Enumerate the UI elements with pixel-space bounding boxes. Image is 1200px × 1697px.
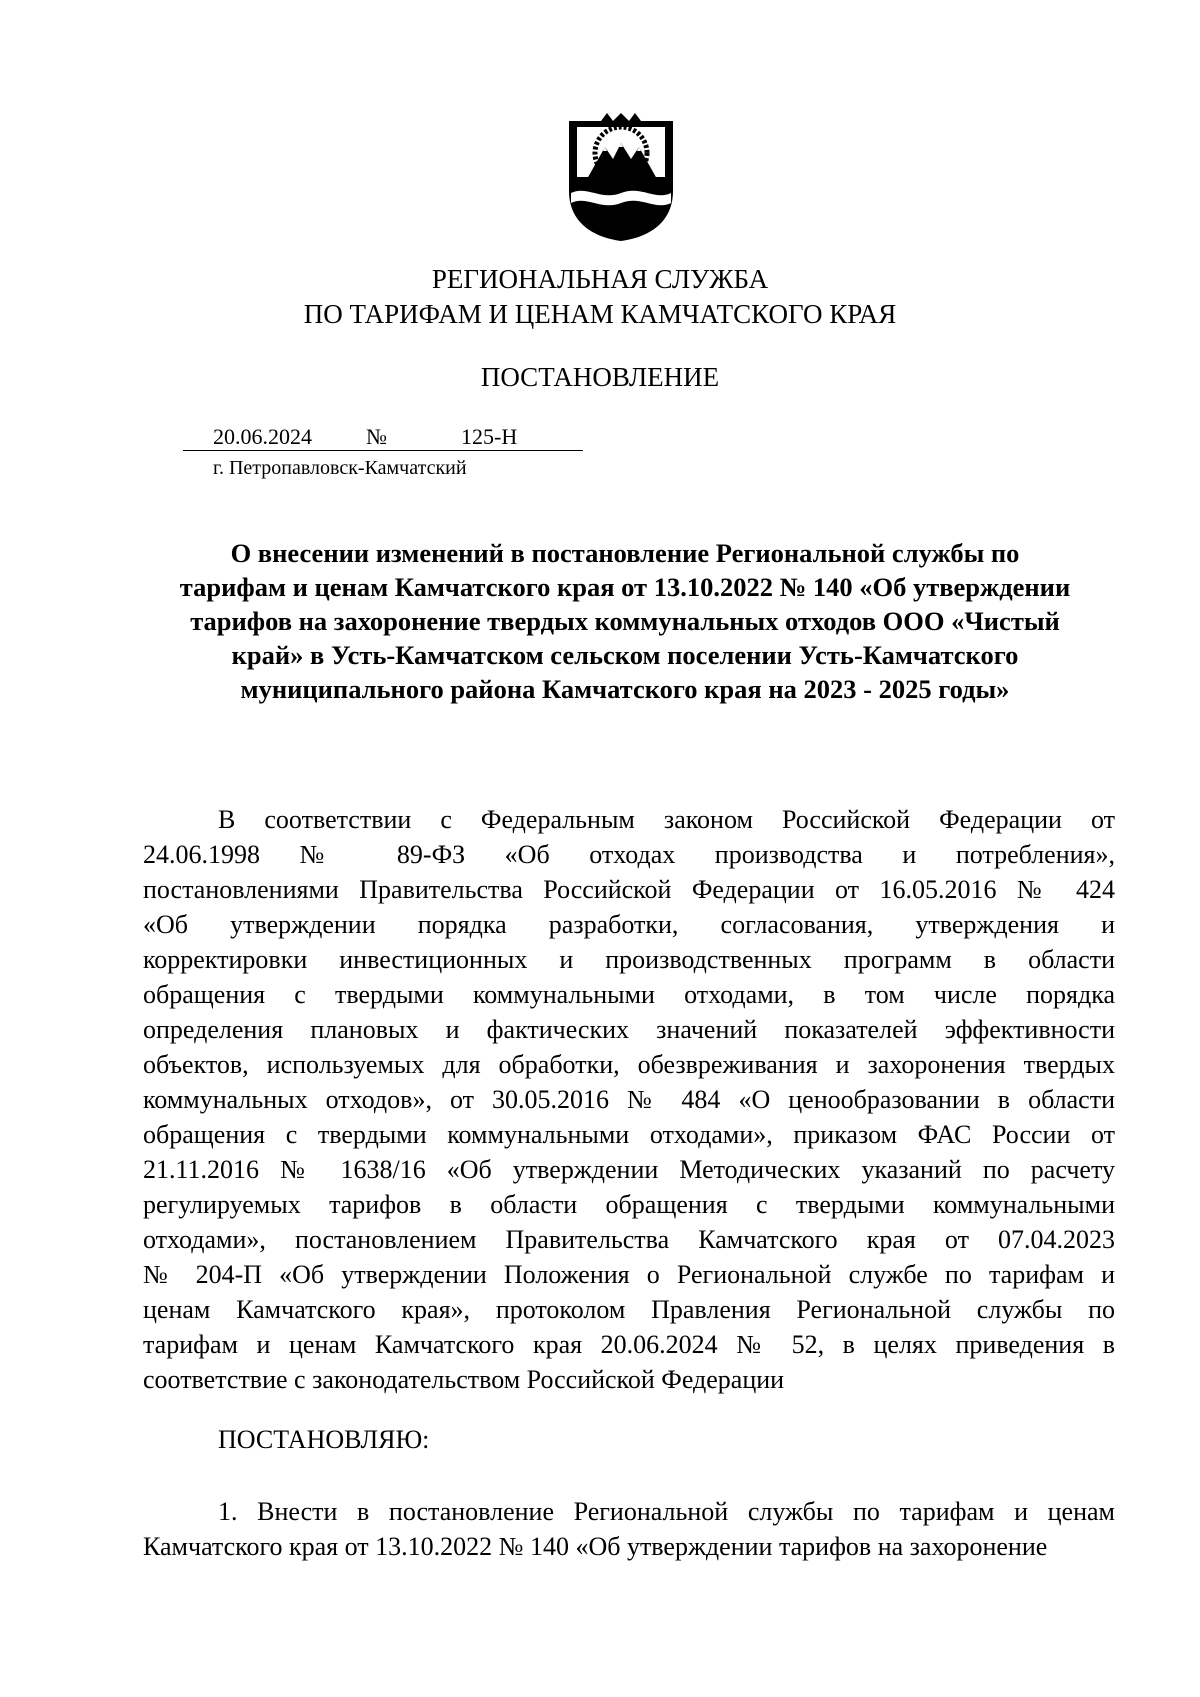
paragraph-line: коммунальных отходов», от 30.05.2016 № 484 «О ценообразовании в области: [143, 1085, 1115, 1114]
paragraph-line: соответствие с законодательством Российской Федерации: [143, 1365, 785, 1394]
paragraph-line: регулируемых тарифов в области обращения с твердыми коммунальными: [143, 1190, 1115, 1219]
agency-name-line-2: ПО ТАРИФАМ И ЦЕНАМ КАМЧАТСКОГО КРАЯ: [303, 299, 897, 329]
document-date: 20.06.2024: [213, 424, 312, 449]
meta-underline: [183, 450, 583, 451]
document-number: 125-Н: [461, 424, 518, 449]
title-line: О внесении изменений в постановление Региональной службы по: [230, 538, 1020, 568]
paragraph-line: объектов, используемых для обработки, обезвреживания и захоронения твердых: [143, 1050, 1115, 1079]
coat-of-arms-icon: [567, 113, 675, 241]
preamble-paragraph: [143, 802, 1115, 1397]
paragraph-line: тарифам и ценам Камчатского края 20.06.2024 № 52, в целях приведения в: [143, 1330, 1115, 1359]
document-type: ПОСТАНОВЛЕНИЕ: [480, 362, 720, 392]
number-sign: №: [366, 424, 387, 449]
paragraph-line: № 204-П «Об утверждении Положения о Региональной службе по тарифам и: [143, 1260, 1115, 1289]
decree-heading: ПОСТАНОВЛЯЮ:: [218, 1425, 430, 1454]
document-city: г. Петропавловск-Камчатский: [213, 457, 467, 479]
paragraph-line: отходами», постановлением Правительства Камчатского края от 07.04.2023: [143, 1225, 1115, 1254]
paragraph-line: Камчатского края от 13.10.2022 № 140 «Об утверждении тарифов на захоронение: [143, 1532, 1048, 1561]
paragraph-line: постановлениями Правительства Российской Федерации от 16.05.2016 № 424: [143, 875, 1115, 904]
paragraph-line: 21.11.2016 № 1638/16 «Об утверждении Методических указаний по расчету: [143, 1155, 1115, 1184]
paragraph-line: 1. Внести в постановление Региональной службы по тарифам и ценам: [218, 1497, 1115, 1526]
paragraph-line: обращения с твердыми коммунальными отходами», приказом ФАС России от: [143, 1120, 1115, 1149]
paragraph-line: корректировки инвестиционных и производственных программ в области: [143, 945, 1115, 974]
agency-name-line-1: РЕГИОНАЛЬНАЯ СЛУЖБА: [431, 264, 769, 294]
paragraph-line: «Об утверждении порядка разработки, согласования, утверждения и: [143, 910, 1115, 939]
title-line: тарифов на захоронение твердых коммунальных отходов ООО «Чистый: [190, 606, 1060, 636]
title-line: край» в Усть-Камчатском сельском поселении Усть-Камчатского: [231, 640, 1019, 670]
item-1-paragraph: [143, 1494, 1115, 1564]
paragraph-line: 24.06.1998 № 89-ФЗ «Об отходах производства и потребления»,: [143, 840, 1115, 869]
document-title: [150, 536, 1100, 706]
document-meta: [183, 425, 583, 451]
title-line: муниципального района Камчатского края на 2023 - 2025 годы»: [240, 674, 1010, 704]
title-line: тарифам и ценам Камчатского края от 13.10.2022 № 140 «Об утверждении: [179, 572, 1071, 602]
paragraph-line: В соответствии с Федеральным законом Российской Федерации от: [218, 805, 1115, 834]
paragraph-line: определения плановых и фактических значений показателей эффективности: [143, 1015, 1115, 1044]
paragraph-line: ценам Камчатского края», протоколом Правления Региональной службы по: [143, 1295, 1115, 1324]
paragraph-line: обращения с твердыми коммунальными отходами, в том числе порядка: [143, 980, 1115, 1009]
